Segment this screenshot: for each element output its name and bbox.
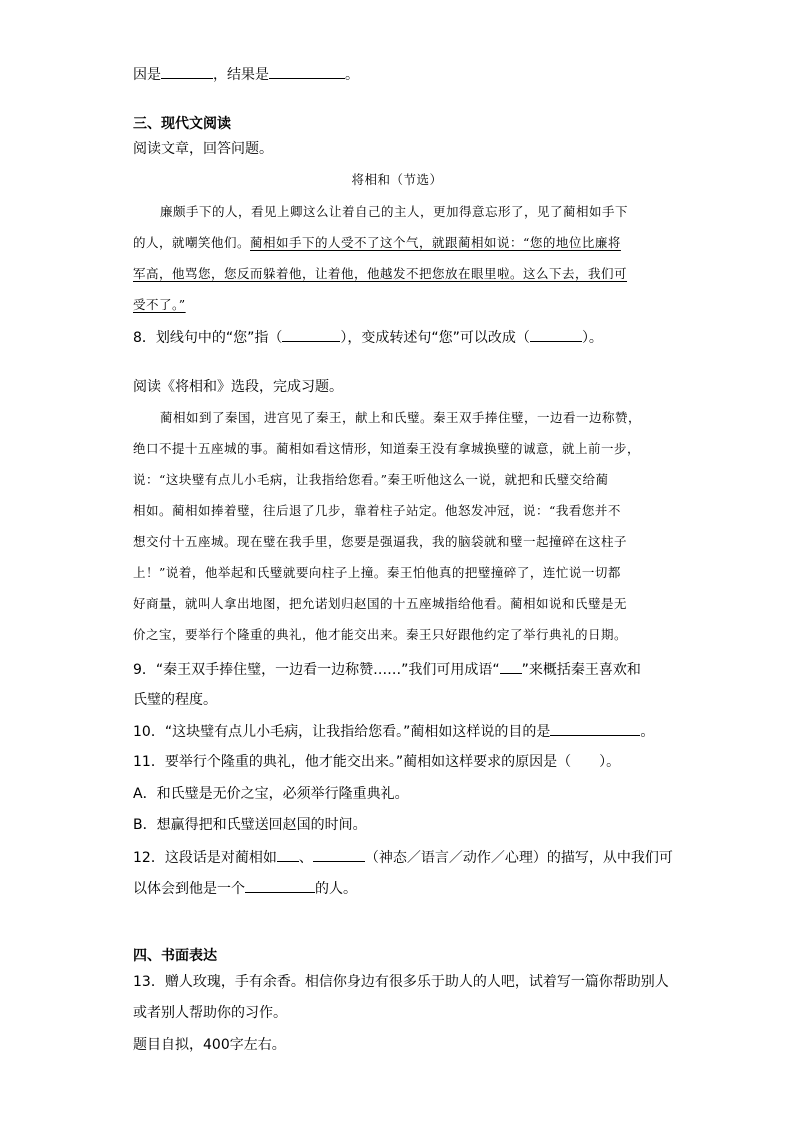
passage-line: 绝口不提十五座城的事。蔺相如看这情形，知道秦王没有拿城换璧的诚意，就上前一步， [133,441,641,456]
passage-line: 廉颇手下的人，看见上卿这么让着自己的主人，更加得意忘形了，见了蔺相如手下 [160,204,629,219]
passage-line: 相如。蔺相如捧着璧，往后退了几步，靠着柱子站定。他怒发冲冠，说：“我看您并不 [133,503,621,518]
question-12: 12．这段话是对蔺相如 、 （神态／语言／动作／心理）的描写，从中我们可 [133,847,673,868]
question-11: 11．要举行个隆重的典礼，他才能交出来。”蔺相如这样要求的原因是（ ）。 [133,754,621,770]
answer-blank[interactable] [500,659,522,674]
question-9-cont: 氏璧的程度。 [133,692,217,708]
question-12-cont: 以体会到他是一个 的人。 [133,878,357,899]
underlined-sentence: 受不了。” [133,297,186,312]
section-title: 三、现代文阅读 [133,116,231,132]
instruction-text: 阅读文章，回答问题。 [133,141,273,157]
passage-line: 上！”说着，他举起和氏璧就要向柱子上撞。秦王怕他真的把璧撞碎了，连忙说一切都 [133,565,621,580]
passage-line: 价之宝，要举行个隆重的典礼，他才能交出来。秦王只好跟他约定了举行典礼的日期。 [133,627,628,642]
answer-blank[interactable] [245,878,315,893]
option-b[interactable]: B．想赢得把和氏璧送回赵国的时间。 [133,817,367,833]
question-8: 8．划线句中的“您”指（ ），变成转述句“您”可以改成（ ）。 [133,327,603,348]
answer-blank[interactable] [282,327,340,342]
question-13-note: 题目自拟，400字左右。 [133,1037,286,1053]
section-title: 四、书面表达 [133,948,217,964]
passage-line: 说：“这块璧有点儿小毛病，让我指给您看。”秦王听他这么一说，就把和氏璧交给蔺 [133,472,609,487]
answer-blank[interactable] [530,327,582,342]
passage-title: 将相和（节选） [351,172,443,187]
passage-line: 蔺相如到了秦国，进宫见了秦王，献上和氏璧。秦王双手捧住璧，一边看一边称赞， [160,410,642,425]
answer-blank[interactable] [313,847,365,862]
underlined-sentence: 军高，他骂您，您反而躲着他，让着他，他越发不把您放在眼里啦。这么下去，我们可 [133,266,628,281]
answer-blank[interactable] [269,64,345,79]
question-10: 10．“这块璧有点儿小毛病，让我指给您看。”蔺相如这样说的目的是 。 [133,721,654,742]
prev-question-tail: 因是 ，结果是 。 [133,64,359,85]
passage-line: 的人，就嘲笑他们。蔺相如手下的人受不了这个气，就跟蔺相如说：“您的地位比廉将 [133,235,621,250]
answer-blank[interactable] [277,847,299,862]
passage-line: 想交付十五座城。现在璧在我手里，您要是强逼我，我的脑袋就和璧一起撞碎在这柱子 [133,534,628,549]
answer-blank[interactable] [161,64,213,79]
option-a[interactable]: A．和氏璧是无价之宝，必须举行隆重典礼。 [133,786,409,802]
answer-blank[interactable] [550,721,640,736]
instruction-text: 阅读《将相和》选段，完成习题。 [133,379,343,395]
passage-line: 好商量，就叫人拿出地图，把允诺划归赵国的十五座城指给他看。蔺相如说和氏璧是无 [133,596,628,611]
question-9: 9．“秦王双手捧住璧，一边看一边称赞……”我们可用成语“ ”来概括秦王喜欢和 [133,659,641,680]
question-13: 13．赠人玫瑰，手有余香。相信你身边有很多乐于助人的人吧，试着写一篇你帮助别人 [133,974,669,990]
underlined-sentence: 蔺相如手下的人受不了这个气，就跟蔺相如说：“您的地位比廉将 [250,235,621,250]
question-13-cont: 或者别人帮助你的习作。 [133,1005,287,1021]
